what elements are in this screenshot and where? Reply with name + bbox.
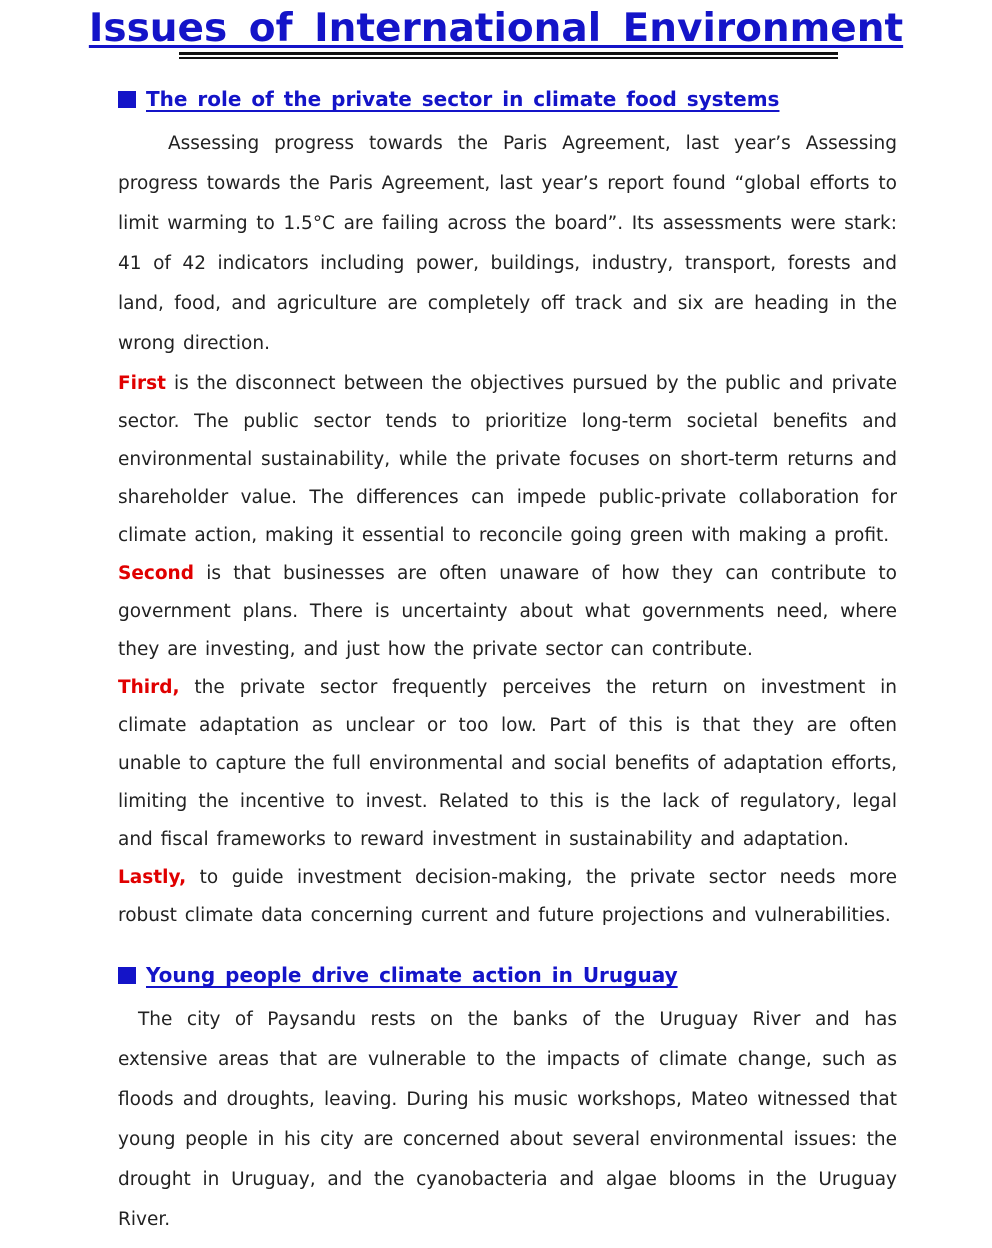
section-heading-text: The role of the private sector in climate food systems <box>146 87 780 111</box>
page-title: Issues of International Environment <box>88 6 904 51</box>
square-bullet-icon <box>118 967 136 984</box>
point-lead: Lastly, <box>118 867 187 888</box>
section-heading-uruguay <box>118 962 678 988</box>
point-text: is that businesses are often unaware of how they can contribute to government plans. There is uncertainty about what governments need, where they are investing, and just how the private sector can contribute. <box>118 563 897 660</box>
point-lead: Third, <box>118 677 180 698</box>
points-block <box>118 365 897 935</box>
section-heading-text: Young people drive climate action in Uruguay <box>146 963 678 987</box>
point-lead: Second <box>118 563 194 584</box>
point-first <box>118 365 897 555</box>
intro-paragraph <box>118 124 897 364</box>
point-text: is the disconnect between the objectives pursued by the public and private sector. The public sector tends to prioritize long-term societal benefits and environmental sustainability, while the private focuses on short-term returns and shareholder value. The differences can impede public-private collaboration for climate action, making it essential to reconcile going green with making a profit. <box>118 373 897 546</box>
square-bullet-icon <box>118 91 136 108</box>
title-rule <box>179 52 838 55</box>
point-lastly <box>118 859 897 935</box>
uruguay-text: The city of Paysandu rests on the banks of the Uruguay River and has extensive areas that are vulnerable to the impacts of climate change, such as floods and droughts, leaving. During his music workshops, Mateo witnessed that young people in his city are concerned about several environmental issues: the drought in Uruguay, and the cyanobacteria and algae blooms in the Uruguay River. <box>118 1009 897 1230</box>
point-second <box>118 555 897 669</box>
point-text: the private sector frequently perceives the return on investment in climate adaptation as unclear or too low. Part of this is that they are often unable to capture the full environmental and social benefits of adaptation efforts, limiting the incentive to invest. Related to this is the lack of regulatory, legal and fiscal frameworks to reward investment in sustainability and adaptation. <box>118 677 897 850</box>
page-title-container <box>0 6 992 52</box>
uruguay-paragraph <box>118 1000 897 1240</box>
point-lead: First <box>118 373 166 394</box>
intro-text: Assessing progress towards the Paris Agreement, last year’s Assessing progress towards the Paris Agreement, last year’s report found “global efforts to limit warming to 1.5°C are failing across the board”. Its assessments were stark: 41 of 42 indicators including power, buildings, industry, transport, forests and land, food, and agriculture are completely off track and six are heading in the wrong direction. <box>118 133 897 354</box>
point-text: to guide investment decision-making, the private sector needs more robust climate data concerning current and future projections and vulnerabilities. <box>118 867 897 926</box>
point-third <box>118 669 897 859</box>
title-rule-thin <box>179 57 838 59</box>
section-heading-private-sector <box>118 86 779 112</box>
